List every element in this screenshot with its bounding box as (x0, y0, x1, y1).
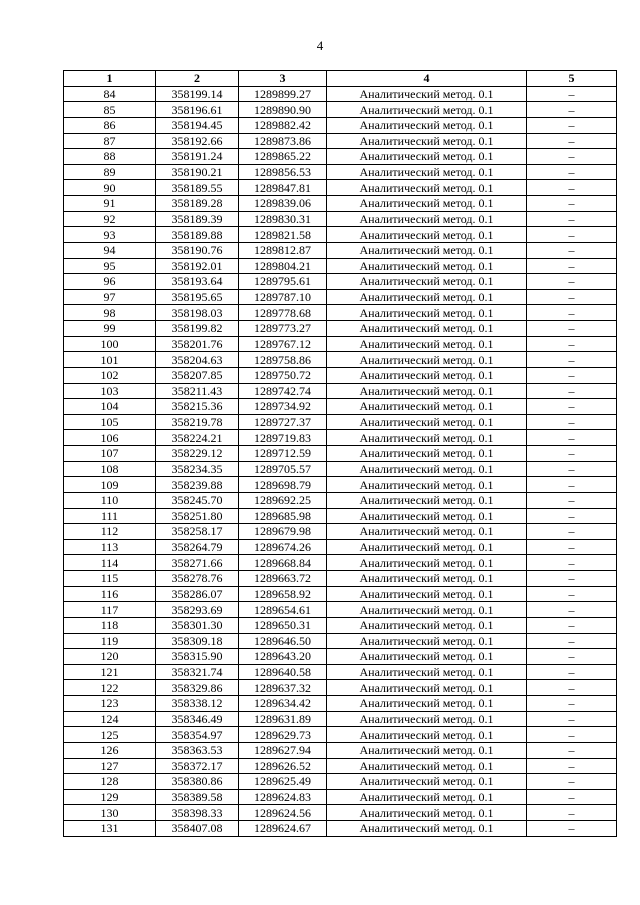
coord-y-cell: 1289856.53 (239, 164, 327, 180)
coord-y-cell: 1289821.58 (239, 227, 327, 243)
table-row (64, 102, 617, 118)
note-cell: – (527, 117, 617, 133)
method-cell: Аналитический метод. 0.1 (327, 399, 527, 415)
method-cell: Аналитический метод. 0.1 (327, 680, 527, 696)
table-row (64, 696, 617, 712)
method-cell: Аналитический метод. 0.1 (327, 196, 527, 212)
coord-y-cell: 1289847.81 (239, 180, 327, 196)
coord-x-cell: 358211.43 (156, 383, 239, 399)
coord-y-cell: 1289625.49 (239, 774, 327, 790)
point-number-cell: 116 (64, 586, 156, 602)
note-cell: – (527, 508, 617, 524)
coord-x-cell: 358219.78 (156, 414, 239, 430)
table-row (64, 227, 617, 243)
point-number-cell: 129 (64, 789, 156, 805)
table-row (64, 117, 617, 133)
method-cell: Аналитический метод. 0.1 (327, 180, 527, 196)
table-row (64, 789, 617, 805)
table-row (64, 711, 617, 727)
coord-x-cell: 358354.97 (156, 727, 239, 743)
point-number-cell: 94 (64, 242, 156, 258)
method-cell: Аналитический метод. 0.1 (327, 524, 527, 540)
table-row (64, 164, 617, 180)
point-number-cell: 84 (64, 86, 156, 102)
point-number-cell: 87 (64, 133, 156, 149)
coord-y-cell: 1289674.26 (239, 539, 327, 555)
point-number-cell: 120 (64, 649, 156, 665)
point-number-cell: 125 (64, 727, 156, 743)
coord-x-cell: 358258.17 (156, 524, 239, 540)
coord-x-cell: 358207.85 (156, 367, 239, 383)
coord-x-cell: 358293.69 (156, 602, 239, 618)
method-cell: Аналитический метод. 0.1 (327, 164, 527, 180)
table-row (64, 133, 617, 149)
header-col-4: 4 (327, 71, 527, 87)
method-cell: Аналитический метод. 0.1 (327, 461, 527, 477)
coord-y-cell: 1289787.10 (239, 289, 327, 305)
method-cell: Аналитический метод. 0.1 (327, 492, 527, 508)
coord-y-cell: 1289839.06 (239, 196, 327, 212)
coord-y-cell: 1289624.67 (239, 821, 327, 837)
coord-x-cell: 358329.86 (156, 680, 239, 696)
note-cell: – (527, 696, 617, 712)
coord-x-cell: 358278.76 (156, 571, 239, 587)
method-cell: Аналитический метод. 0.1 (327, 321, 527, 337)
coord-y-cell: 1289640.58 (239, 664, 327, 680)
point-number-cell: 102 (64, 367, 156, 383)
coord-x-cell: 358199.14 (156, 86, 239, 102)
method-cell: Аналитический метод. 0.1 (327, 133, 527, 149)
method-cell: Аналитический метод. 0.1 (327, 742, 527, 758)
method-cell: Аналитический метод. 0.1 (327, 586, 527, 602)
table-header-row (64, 71, 617, 87)
point-number-cell: 99 (64, 321, 156, 337)
table-row (64, 617, 617, 633)
coord-x-cell: 358321.74 (156, 664, 239, 680)
table-row (64, 758, 617, 774)
method-cell: Аналитический метод. 0.1 (327, 258, 527, 274)
table-row (64, 86, 617, 102)
coord-y-cell: 1289873.86 (239, 133, 327, 149)
note-cell: – (527, 242, 617, 258)
note-cell: – (527, 742, 617, 758)
method-cell: Аналитический метод. 0.1 (327, 711, 527, 727)
note-cell: – (527, 180, 617, 196)
coord-y-cell: 1289679.98 (239, 524, 327, 540)
method-cell: Аналитический метод. 0.1 (327, 477, 527, 493)
method-cell: Аналитический метод. 0.1 (327, 430, 527, 446)
method-cell: Аналитический метод. 0.1 (327, 805, 527, 821)
coord-x-cell: 358301.30 (156, 617, 239, 633)
coord-y-cell: 1289795.61 (239, 274, 327, 290)
note-cell: – (527, 399, 617, 415)
point-number-cell: 92 (64, 211, 156, 227)
table-row (64, 367, 617, 383)
header-col-1: 1 (64, 71, 156, 87)
coord-y-cell: 1289727.37 (239, 414, 327, 430)
coord-x-cell: 358189.88 (156, 227, 239, 243)
note-cell: – (527, 524, 617, 540)
coord-x-cell: 358363.53 (156, 742, 239, 758)
table-row (64, 727, 617, 743)
method-cell: Аналитический метод. 0.1 (327, 383, 527, 399)
note-cell: – (527, 227, 617, 243)
method-cell: Аналитический метод. 0.1 (327, 367, 527, 383)
point-number-cell: 105 (64, 414, 156, 430)
note-cell: – (527, 149, 617, 165)
coord-x-cell: 358192.66 (156, 133, 239, 149)
method-cell: Аналитический метод. 0.1 (327, 117, 527, 133)
coord-y-cell: 1289634.42 (239, 696, 327, 712)
note-cell: – (527, 602, 617, 618)
method-cell: Аналитический метод. 0.1 (327, 242, 527, 258)
note-cell: – (527, 789, 617, 805)
table-row (64, 602, 617, 618)
coord-y-cell: 1289624.56 (239, 805, 327, 821)
coord-y-cell: 1289742.74 (239, 383, 327, 399)
method-cell: Аналитический метод. 0.1 (327, 571, 527, 587)
coord-x-cell: 358245.70 (156, 492, 239, 508)
coord-x-cell: 358192.01 (156, 258, 239, 274)
coord-x-cell: 358189.28 (156, 196, 239, 212)
header-col-5: 5 (527, 71, 617, 87)
coord-y-cell: 1289650.31 (239, 617, 327, 633)
note-cell: – (527, 680, 617, 696)
coord-x-cell: 358189.39 (156, 211, 239, 227)
point-number-cell: 88 (64, 149, 156, 165)
point-number-cell: 110 (64, 492, 156, 508)
coord-y-cell: 1289637.32 (239, 680, 327, 696)
table-row (64, 586, 617, 602)
note-cell: – (527, 414, 617, 430)
table-row (64, 242, 617, 258)
point-number-cell: 126 (64, 742, 156, 758)
table-row (64, 805, 617, 821)
coord-x-cell: 358190.21 (156, 164, 239, 180)
point-number-cell: 124 (64, 711, 156, 727)
table-row (64, 336, 617, 352)
table-row (64, 289, 617, 305)
point-number-cell: 100 (64, 336, 156, 352)
coord-x-cell: 358201.76 (156, 336, 239, 352)
table-row (64, 477, 617, 493)
coord-y-cell: 1289685.98 (239, 508, 327, 524)
note-cell: – (527, 196, 617, 212)
coord-y-cell: 1289643.20 (239, 649, 327, 665)
table-row (64, 524, 617, 540)
coord-x-cell: 358191.24 (156, 149, 239, 165)
coord-x-cell: 358338.12 (156, 696, 239, 712)
table-row (64, 649, 617, 665)
coord-y-cell: 1289830.31 (239, 211, 327, 227)
note-cell: – (527, 617, 617, 633)
coord-y-cell: 1289712.59 (239, 446, 327, 462)
table-row (64, 149, 617, 165)
coord-y-cell: 1289812.87 (239, 242, 327, 258)
note-cell: – (527, 711, 617, 727)
method-cell: Аналитический метод. 0.1 (327, 789, 527, 805)
coord-x-cell: 358196.61 (156, 102, 239, 118)
table-row (64, 680, 617, 696)
table-row (64, 274, 617, 290)
coord-y-cell: 1289804.21 (239, 258, 327, 274)
table-row (64, 383, 617, 399)
coord-x-cell: 358251.80 (156, 508, 239, 524)
note-cell: – (527, 211, 617, 227)
table-row (64, 399, 617, 415)
point-number-cell: 123 (64, 696, 156, 712)
point-number-cell: 91 (64, 196, 156, 212)
point-number-cell: 104 (64, 399, 156, 415)
coord-y-cell: 1289646.50 (239, 633, 327, 649)
table-row (64, 180, 617, 196)
note-cell: – (527, 477, 617, 493)
point-number-cell: 127 (64, 758, 156, 774)
note-cell: – (527, 133, 617, 149)
point-number-cell: 108 (64, 461, 156, 477)
table-row (64, 821, 617, 837)
coord-y-cell: 1289778.68 (239, 305, 327, 321)
note-cell: – (527, 539, 617, 555)
coord-y-cell: 1289629.73 (239, 727, 327, 743)
method-cell: Аналитический метод. 0.1 (327, 696, 527, 712)
method-cell: Аналитический метод. 0.1 (327, 555, 527, 571)
method-cell: Аналитический метод. 0.1 (327, 602, 527, 618)
point-number-cell: 96 (64, 274, 156, 290)
table-row (64, 571, 617, 587)
note-cell: – (527, 289, 617, 305)
coord-y-cell: 1289626.52 (239, 758, 327, 774)
coord-x-cell: 358407.08 (156, 821, 239, 837)
method-cell: Аналитический метод. 0.1 (327, 821, 527, 837)
method-cell: Аналитический метод. 0.1 (327, 86, 527, 102)
coord-x-cell: 358372.17 (156, 758, 239, 774)
method-cell: Аналитический метод. 0.1 (327, 336, 527, 352)
coord-x-cell: 358389.58 (156, 789, 239, 805)
coord-x-cell: 358286.07 (156, 586, 239, 602)
coord-y-cell: 1289698.79 (239, 477, 327, 493)
coord-x-cell: 358346.49 (156, 711, 239, 727)
note-cell: – (527, 461, 617, 477)
table-body (64, 86, 617, 836)
coord-x-cell: 358198.03 (156, 305, 239, 321)
coord-y-cell: 1289758.86 (239, 352, 327, 368)
note-cell: – (527, 727, 617, 743)
note-cell: – (527, 367, 617, 383)
point-number-cell: 101 (64, 352, 156, 368)
table-row (64, 446, 617, 462)
coord-x-cell: 358189.55 (156, 180, 239, 196)
coord-x-cell: 358195.65 (156, 289, 239, 305)
coord-x-cell: 358315.90 (156, 649, 239, 665)
point-number-cell: 107 (64, 446, 156, 462)
note-cell: – (527, 258, 617, 274)
coord-x-cell: 358194.45 (156, 117, 239, 133)
method-cell: Аналитический метод. 0.1 (327, 774, 527, 790)
table-row (64, 196, 617, 212)
coord-x-cell: 358193.64 (156, 274, 239, 290)
method-cell: Аналитический метод. 0.1 (327, 149, 527, 165)
table-row (64, 742, 617, 758)
point-number-cell: 122 (64, 680, 156, 696)
coord-x-cell: 358199.82 (156, 321, 239, 337)
method-cell: Аналитический метод. 0.1 (327, 227, 527, 243)
method-cell: Аналитический метод. 0.1 (327, 305, 527, 321)
table-row (64, 352, 617, 368)
coord-x-cell: 358264.79 (156, 539, 239, 555)
coord-y-cell: 1289899.27 (239, 86, 327, 102)
coord-y-cell: 1289890.90 (239, 102, 327, 118)
point-number-cell: 114 (64, 555, 156, 571)
note-cell: – (527, 102, 617, 118)
coord-y-cell: 1289658.92 (239, 586, 327, 602)
method-cell: Аналитический метод. 0.1 (327, 539, 527, 555)
note-cell: – (527, 586, 617, 602)
table-row (64, 492, 617, 508)
method-cell: Аналитический метод. 0.1 (327, 758, 527, 774)
header-col-2: 2 (156, 71, 239, 87)
method-cell: Аналитический метод. 0.1 (327, 617, 527, 633)
coord-y-cell: 1289663.72 (239, 571, 327, 587)
point-number-cell: 98 (64, 305, 156, 321)
coord-y-cell: 1289719.83 (239, 430, 327, 446)
note-cell: – (527, 86, 617, 102)
method-cell: Аналитический метод. 0.1 (327, 446, 527, 462)
point-number-cell: 130 (64, 805, 156, 821)
coord-x-cell: 358215.36 (156, 399, 239, 415)
table-row (64, 211, 617, 227)
point-number-cell: 103 (64, 383, 156, 399)
point-number-cell: 115 (64, 571, 156, 587)
coord-y-cell: 1289692.25 (239, 492, 327, 508)
coord-x-cell: 358204.63 (156, 352, 239, 368)
coord-x-cell: 358190.76 (156, 242, 239, 258)
note-cell: – (527, 492, 617, 508)
note-cell: – (527, 649, 617, 665)
coord-y-cell: 1289668.84 (239, 555, 327, 571)
point-number-cell: 85 (64, 102, 156, 118)
coord-x-cell: 358239.88 (156, 477, 239, 493)
table-row (64, 633, 617, 649)
note-cell: – (527, 571, 617, 587)
point-number-cell: 109 (64, 477, 156, 493)
note-cell: – (527, 321, 617, 337)
table-row (64, 258, 617, 274)
table-row (64, 539, 617, 555)
note-cell: – (527, 430, 617, 446)
table-row (64, 508, 617, 524)
point-number-cell: 113 (64, 539, 156, 555)
note-cell: – (527, 352, 617, 368)
method-cell: Аналитический метод. 0.1 (327, 102, 527, 118)
point-number-cell: 128 (64, 774, 156, 790)
coord-x-cell: 358271.66 (156, 555, 239, 571)
coord-x-cell: 358224.21 (156, 430, 239, 446)
method-cell: Аналитический метод. 0.1 (327, 633, 527, 649)
page-number: 4 (316, 38, 324, 53)
table-row (64, 774, 617, 790)
point-number-cell: 121 (64, 664, 156, 680)
table-row (64, 461, 617, 477)
coord-x-cell: 358229.12 (156, 446, 239, 462)
coord-y-cell: 1289865.22 (239, 149, 327, 165)
note-cell: – (527, 758, 617, 774)
table-row (64, 555, 617, 571)
coord-y-cell: 1289750.72 (239, 367, 327, 383)
point-number-cell: 89 (64, 164, 156, 180)
point-number-cell: 119 (64, 633, 156, 649)
note-cell: – (527, 555, 617, 571)
note-cell: – (527, 383, 617, 399)
note-cell: – (527, 305, 617, 321)
point-number-cell: 97 (64, 289, 156, 305)
method-cell: Аналитический метод. 0.1 (327, 274, 527, 290)
point-number-cell: 131 (64, 821, 156, 837)
method-cell: Аналитический метод. 0.1 (327, 649, 527, 665)
table-row (64, 414, 617, 430)
table-row (64, 664, 617, 680)
note-cell: – (527, 274, 617, 290)
coord-y-cell: 1289624.83 (239, 789, 327, 805)
point-number-cell: 118 (64, 617, 156, 633)
coord-x-cell: 358398.33 (156, 805, 239, 821)
coord-y-cell: 1289705.57 (239, 461, 327, 477)
method-cell: Аналитический метод. 0.1 (327, 211, 527, 227)
coord-y-cell: 1289734.92 (239, 399, 327, 415)
point-number-cell: 117 (64, 602, 156, 618)
coord-y-cell: 1289654.61 (239, 602, 327, 618)
note-cell: – (527, 664, 617, 680)
header-col-3: 3 (239, 71, 327, 87)
note-cell: – (527, 336, 617, 352)
coord-x-cell: 358309.18 (156, 633, 239, 649)
coordinates-table (63, 70, 617, 837)
point-number-cell: 90 (64, 180, 156, 196)
note-cell: – (527, 821, 617, 837)
point-number-cell: 95 (64, 258, 156, 274)
note-cell: – (527, 774, 617, 790)
note-cell: – (527, 633, 617, 649)
table-row (64, 305, 617, 321)
method-cell: Аналитический метод. 0.1 (327, 664, 527, 680)
note-cell: – (527, 446, 617, 462)
coord-y-cell: 1289882.42 (239, 117, 327, 133)
method-cell: Аналитический метод. 0.1 (327, 289, 527, 305)
coord-y-cell: 1289773.27 (239, 321, 327, 337)
coord-x-cell: 358380.86 (156, 774, 239, 790)
table-row (64, 430, 617, 446)
point-number-cell: 111 (64, 508, 156, 524)
point-number-cell: 93 (64, 227, 156, 243)
method-cell: Аналитический метод. 0.1 (327, 727, 527, 743)
point-number-cell: 106 (64, 430, 156, 446)
point-number-cell: 112 (64, 524, 156, 540)
coord-y-cell: 1289767.12 (239, 336, 327, 352)
method-cell: Аналитический метод. 0.1 (327, 352, 527, 368)
coord-y-cell: 1289627.94 (239, 742, 327, 758)
coord-y-cell: 1289631.89 (239, 711, 327, 727)
note-cell: – (527, 805, 617, 821)
method-cell: Аналитический метод. 0.1 (327, 414, 527, 430)
method-cell: Аналитический метод. 0.1 (327, 508, 527, 524)
point-number-cell: 86 (64, 117, 156, 133)
coord-x-cell: 358234.35 (156, 461, 239, 477)
note-cell: – (527, 164, 617, 180)
table-row (64, 321, 617, 337)
